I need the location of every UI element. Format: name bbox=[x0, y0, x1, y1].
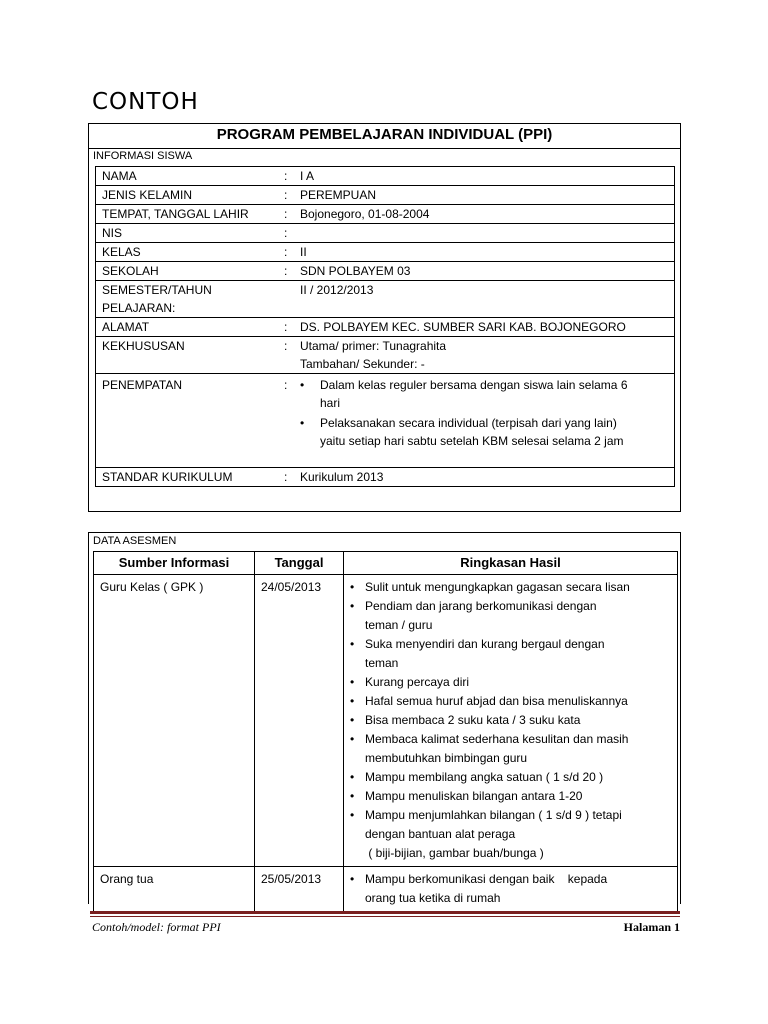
bullet-icon: • bbox=[300, 378, 305, 392]
header-summary: Ringkasan Hasil bbox=[344, 552, 678, 575]
info-label: SEMESTER/TAHUN PELAJARAN: bbox=[96, 281, 285, 318]
summary-item bbox=[350, 597, 671, 635]
placement-item bbox=[300, 414, 674, 450]
info-label: PENEMPATAN bbox=[96, 374, 285, 468]
assessment-box bbox=[88, 532, 681, 904]
summary-item bbox=[350, 711, 671, 730]
summary-line: dengan bantuan alat peraga bbox=[365, 827, 516, 841]
footer-rule bbox=[90, 911, 680, 914]
info-value: II bbox=[296, 243, 675, 262]
info-value bbox=[296, 374, 675, 468]
info-colon: : bbox=[284, 243, 296, 262]
info-row bbox=[96, 186, 675, 205]
placement-line: Pelaksanakan secara individual (terpisah dari yang lain) bbox=[320, 416, 617, 430]
info-colon: : bbox=[284, 167, 296, 186]
summary-text bbox=[365, 806, 622, 863]
bullet-icon: • bbox=[350, 580, 355, 594]
summary-item bbox=[350, 692, 671, 711]
bullet-icon: • bbox=[350, 789, 355, 803]
info-label: NIS bbox=[96, 224, 285, 243]
summary-text bbox=[365, 635, 605, 673]
info-row bbox=[96, 205, 675, 224]
summary-text bbox=[365, 578, 630, 597]
page-heading: CONTOH bbox=[92, 89, 199, 115]
info-row-penempatan bbox=[96, 374, 675, 468]
kekhususan-primary: Utama/ primer: Tunagrahita bbox=[300, 339, 447, 353]
summary-text bbox=[365, 730, 628, 768]
summary-text bbox=[365, 787, 582, 806]
info-row bbox=[96, 281, 675, 318]
assessment-row bbox=[94, 575, 678, 867]
info-row bbox=[96, 243, 675, 262]
summary-item bbox=[350, 635, 671, 673]
assessment-label: DATA ASESMEN bbox=[93, 535, 177, 547]
kekhususan-secondary: Tambahan/ Sekunder: - bbox=[300, 357, 425, 371]
bullet-icon: • bbox=[350, 713, 355, 727]
footer-caption: Contoh/model: format PPI bbox=[92, 920, 221, 934]
bullet-icon: • bbox=[350, 599, 355, 613]
summary-line: Suka menyendiri dan kurang bergaul dengan bbox=[365, 637, 605, 651]
summary-line: ( biji-bijian, gambar buah/bunga ) bbox=[365, 846, 544, 860]
placement-item bbox=[300, 376, 674, 412]
student-info-table bbox=[95, 166, 675, 487]
info-label: JENIS KELAMIN bbox=[96, 186, 285, 205]
info-row bbox=[96, 262, 675, 281]
bullet-icon: • bbox=[350, 637, 355, 651]
source-cell: Orang tua bbox=[94, 867, 255, 912]
summary-item bbox=[350, 578, 671, 597]
info-label: STANDAR KURIKULUM bbox=[96, 468, 285, 487]
summary-item bbox=[350, 806, 671, 863]
info-colon: : bbox=[284, 186, 296, 205]
info-colon: : bbox=[284, 224, 296, 243]
header-source: Sumber Informasi bbox=[94, 552, 255, 575]
summary-cell bbox=[344, 867, 678, 912]
info-label: KEKHUSUSAN bbox=[96, 337, 285, 374]
summary-text bbox=[365, 870, 607, 908]
bullet-icon: • bbox=[350, 732, 355, 746]
info-value: SDN POLBAYEM 03 bbox=[296, 262, 675, 281]
info-label: NAMA bbox=[96, 167, 285, 186]
info-row bbox=[96, 318, 675, 337]
info-label: SEKOLAH bbox=[96, 262, 285, 281]
info-colon: : bbox=[284, 205, 296, 224]
info-label: KELAS bbox=[96, 243, 285, 262]
bullet-icon: • bbox=[350, 808, 355, 822]
info-value: PEREMPUAN bbox=[296, 186, 675, 205]
summary-text bbox=[365, 711, 580, 730]
summary-line: teman / guru bbox=[365, 618, 433, 632]
info-label: TEMPAT, TANGGAL LAHIR bbox=[96, 205, 285, 224]
bullet-icon: • bbox=[350, 770, 355, 784]
date-cell: 24/05/2013 bbox=[255, 575, 344, 867]
info-row bbox=[96, 167, 675, 186]
summary-item bbox=[350, 768, 671, 787]
student-info-label: INFORMASI SISWA bbox=[93, 150, 193, 162]
bullet-icon: • bbox=[350, 872, 355, 886]
placement-line: Dalam kelas reguler bersama dengan siswa lain selama 6 bbox=[320, 378, 628, 392]
assessment-table bbox=[93, 551, 678, 912]
summary-text bbox=[365, 768, 603, 787]
ppi-title: PROGRAM PEMBELAJARAN INDIVIDUAL (PPI) bbox=[89, 124, 680, 149]
info-value: DS. POLBAYEM KEC. SUMBER SARI KAB. BOJONEGORO bbox=[296, 318, 675, 337]
footer-rule-thin bbox=[90, 916, 680, 917]
summary-line: Sulit untuk mengungkapkan gagasan secara lisan bbox=[365, 580, 630, 594]
bullet-icon: • bbox=[300, 416, 305, 430]
summary-item bbox=[350, 787, 671, 806]
summary-line: membutuhkan bimbingan guru bbox=[365, 751, 528, 765]
placement-line: yaitu setiap hari sabtu setelah KBM selesai selama 2 jam bbox=[320, 434, 624, 448]
placement-line: hari bbox=[320, 396, 341, 410]
summary-line: Mampu membilang angka satuan ( 1 s/d 20 ) bbox=[365, 770, 604, 784]
placement-text bbox=[320, 376, 628, 412]
info-colon: : bbox=[284, 318, 296, 337]
info-value: I A bbox=[296, 167, 675, 186]
summary-line: Kurang percaya diri bbox=[365, 675, 470, 689]
info-label: ALAMAT bbox=[96, 318, 285, 337]
summary-line: Mampu berkomunikasi dengan baik kepada bbox=[365, 872, 608, 886]
info-colon: : bbox=[284, 374, 296, 468]
summary-item bbox=[350, 870, 671, 908]
info-value: Bojonegoro, 01-08-2004 bbox=[296, 205, 675, 224]
bullet-icon: • bbox=[350, 675, 355, 689]
info-row bbox=[96, 224, 675, 243]
summary-line: Hafal semua huruf abjad dan bisa menuliskannya bbox=[365, 694, 628, 708]
summary-text bbox=[365, 673, 469, 692]
summary-item bbox=[350, 673, 671, 692]
page-number: Halaman 1 bbox=[623, 920, 680, 934]
info-row-standar bbox=[96, 468, 675, 487]
info-row-kekhususan bbox=[96, 337, 675, 374]
summary-line: Mampu menuliskan bilangan antara 1-20 bbox=[365, 789, 583, 803]
assessment-row bbox=[94, 867, 678, 912]
placement-text bbox=[320, 414, 624, 450]
date-cell: 25/05/2013 bbox=[255, 867, 344, 912]
info-colon: : bbox=[284, 262, 296, 281]
summary-line: teman bbox=[365, 656, 399, 670]
summary-item bbox=[350, 730, 671, 768]
summary-line: Pendiam dan jarang berkomunikasi dengan bbox=[365, 599, 597, 613]
info-colon: : bbox=[284, 337, 296, 374]
header-date: Tanggal bbox=[255, 552, 344, 575]
summary-cell bbox=[344, 575, 678, 867]
info-colon: : bbox=[284, 468, 296, 487]
summary-text bbox=[365, 597, 597, 635]
summary-line: Mampu menjumlahkan bilangan ( 1 s/d 9 ) tetapi bbox=[365, 808, 622, 822]
info-value bbox=[296, 337, 675, 374]
summary-text bbox=[365, 692, 628, 711]
ppi-box bbox=[88, 123, 681, 512]
summary-line: Bisa membaca 2 suku kata / 3 suku kata bbox=[365, 713, 581, 727]
summary-line: orang tua ketika di rumah bbox=[365, 891, 501, 905]
info-colon bbox=[284, 281, 296, 318]
info-value bbox=[296, 224, 675, 243]
summary-line: Membaca kalimat sederhana kesulitan dan masih bbox=[365, 732, 629, 746]
info-value: Kurikulum 2013 bbox=[296, 468, 675, 487]
bullet-icon: • bbox=[350, 694, 355, 708]
info-value: II / 2012/2013 bbox=[296, 281, 675, 318]
source-cell: Guru Kelas ( GPK ) bbox=[94, 575, 255, 867]
